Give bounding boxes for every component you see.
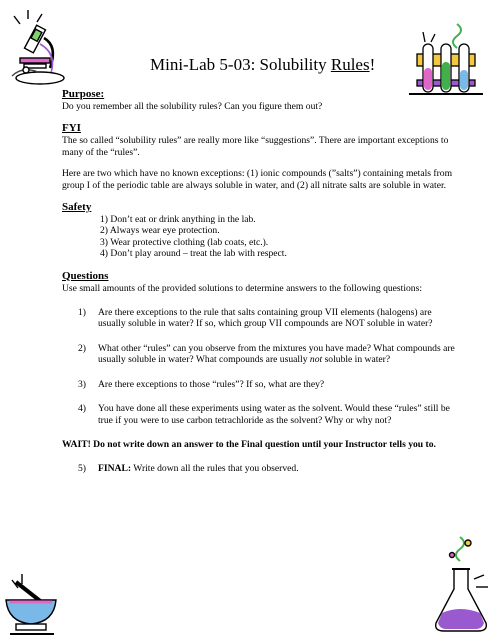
- question-1: 1) Are there exceptions to the rule that salts containing group VII elements (halogens) are usually soluble in water? If so, which group VII compounds are NOT soluble in water?: [78, 307, 433, 330]
- question-3: 3) Are there exceptions to those “rules”? If so, what are they?: [78, 378, 325, 390]
- fyi-heading: FYI: [62, 122, 81, 135]
- safety-item: 1) Don’t eat or drink anything in the lab.: [100, 214, 256, 226]
- mortar-pestle-icon: [2, 560, 62, 640]
- safety-heading: Safety: [62, 201, 92, 214]
- questions-heading: Questions: [62, 269, 109, 282]
- flask-icon: [430, 535, 492, 637]
- purpose-heading: Purpose:: [62, 88, 105, 100]
- safety-item: 3) Wear protective clothing (lab coats, etc.).: [100, 236, 269, 248]
- question-4: 4) You have done all these experiments using water as the solvent. Would these “rules” still be true if you were to use carbon tetrachloride as the solvent? Why or why not?: [78, 403, 450, 426]
- worksheet-body: [62, 88, 457, 475]
- question-final: 5) FINAL: Write down all the rules that you observed.: [78, 463, 299, 475]
- question-2: 2) What other “rules” can you observe from the mixtures you have made? What compounds are usually soluble in water? What compounds are usually not soluble in water?: [78, 342, 455, 366]
- wait-warning: WAIT! Do not write down an answer to the Final question until your Instructor tells you to.: [62, 438, 436, 450]
- fyi-paragraph-1: The so called “solubility rules” are really more like “suggestions”. There are important exceptions to many of the “rules”.: [62, 135, 449, 158]
- safety-item: 2) Always wear eye protection.: [100, 225, 220, 237]
- fyi-paragraph-2: Here are two which have no known exceptions: (1) ionic compounds (”salts”) containing metals from group I of the periodic table are always soluble in water, and (2) all nitrate salts are soluble in water.: [62, 168, 453, 191]
- page-title: Mini-Lab 5-03: Solubility Rules!: [150, 55, 376, 74]
- questions-intro: Use small amounts of the provided solutions to determine answers to the following questions:: [62, 282, 422, 294]
- safety-item: 4) Don’t play around – treat the lab with respect.: [100, 248, 287, 260]
- safety-list: [100, 214, 457, 260]
- purpose-text: Do you remember all the solubility rules? Can you figure them out?: [62, 101, 323, 112]
- microscope-icon: [4, 8, 72, 86]
